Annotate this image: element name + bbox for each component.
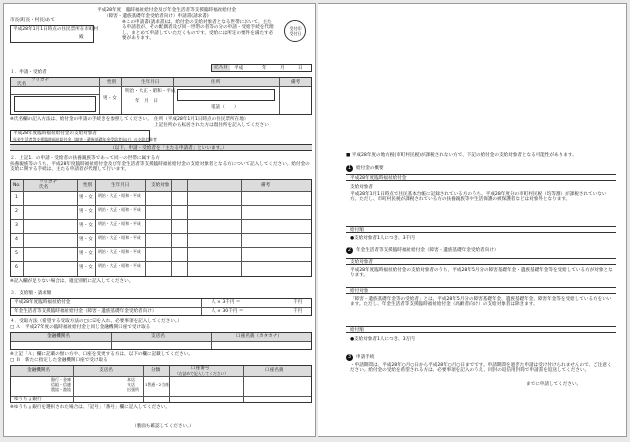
- deadline-text: までに申請してください。: [526, 382, 582, 387]
- change-note: 上記住所から転居された方は現住所を記入してください: [154, 123, 269, 128]
- member-gender-3[interactable]: 男・女: [79, 223, 93, 228]
- applicant-phone[interactable]: 電話（ ）: [211, 105, 239, 110]
- amount-row-2-formula[interactable]: 人 × 30千円 ＝: [211, 308, 244, 314]
- amount-row-1-unit: 千円: [293, 300, 303, 305]
- members-header-target: 支給対象: [151, 183, 170, 188]
- section-2-number: 2: [347, 247, 352, 253]
- date-label: 記入日: [214, 65, 228, 70]
- form-subtitle: （障害・遺族基礎年金受給者向け）申請書(請求書): [104, 14, 209, 19]
- date-month: 月: [280, 66, 285, 71]
- grant1-eligibility-label: 支給対象者: [350, 185, 373, 190]
- member-gender-2[interactable]: 男・女: [79, 209, 93, 214]
- member-no-6: 6: [15, 265, 18, 270]
- members-header-remarks: 備考: [261, 183, 271, 188]
- grant2-amount-label: 給付額: [350, 327, 364, 333]
- bank-table-a: [10, 332, 312, 350]
- grant1-amount-label: 給付額: [350, 227, 364, 233]
- member-no-2: 2: [15, 209, 18, 214]
- reference-bar: [10, 144, 312, 151]
- eligibility-row-2[interactable]: 年金生活者等支援臨時福祉給付金（障害・遺族基礎年金受給者向け）の支給対象者: [13, 136, 157, 142]
- grant1-eligibility-text: 平成28年1月1日時点で住民基本台帳に記録されている方のうち、平成28年度分の市町村民税（均等割）が課税されていない方。ただし、市町村民税が課税されている方の扶養親族等や生活保護の被保護者などは対象外となります。: [350, 192, 607, 203]
- grant1-title-bar: [346, 174, 616, 181]
- grant1-amount-bar: [346, 226, 616, 233]
- bank-b-header-type: 分類: [151, 368, 161, 373]
- members-table: [10, 179, 312, 277]
- date-day: 日: [298, 66, 303, 71]
- section3-heading: 申請手続: [356, 355, 375, 360]
- member-gender-4[interactable]: 男・女: [79, 237, 93, 242]
- procedure-text: ・申請期間は、平成28年○月○日から平成28年○月○日までです。申請期間を過ぎた申請は受け付けられませんので、ご注意ください。給付金の受給を希望される方は、必要事項を記入のうえ、同封の返信用封筒で申請書を返送してください。: [350, 363, 612, 374]
- applicant-header-gender: 性別: [107, 80, 117, 85]
- member-birth-4[interactable]: 明治・大正・昭和・平成: [98, 235, 141, 240]
- members-header-no: No.: [13, 183, 21, 188]
- members-header-birth: 生年月日: [111, 183, 130, 188]
- applicant-birth-ymd[interactable]: 年 月 日: [135, 99, 158, 104]
- eligibility-row-1[interactable]: 平成28年度臨時福祉給付金の支給対象者: [13, 131, 97, 136]
- members-header-kana: フリガナ: [39, 180, 58, 185]
- grant2-target-bar: [346, 287, 616, 294]
- grant2-target-label: 給付対象: [350, 288, 369, 294]
- member-gender-5[interactable]: 男・女: [79, 251, 93, 256]
- address-note: 住所（平成28年1月1日時点の住民票所在地）: [154, 117, 249, 122]
- option-note: ※上記「Ａ」欄に記載の無い方や、口座を変更する方は、以下の欄に記載してください。: [10, 352, 193, 357]
- application-form-page: [3, 3, 316, 437]
- section-1-number: 1: [347, 165, 352, 171]
- date-year: 年: [262, 66, 267, 71]
- amount-row-2-unit: 千円: [293, 308, 303, 314]
- members-note: ※記入欄が足りない場合は、適宜別紙に記入してください。: [10, 279, 134, 284]
- member-no-5: 5: [15, 251, 18, 256]
- section-3-number: 3: [347, 354, 352, 360]
- eligibility-box: [10, 130, 157, 142]
- recipient-label: 平成28年1月1日時点の住民票所在市町村: [13, 27, 99, 32]
- bank-type-3[interactable]: 農協・漁協: [51, 387, 71, 392]
- branch-type-1[interactable]: 本店: [127, 377, 135, 382]
- member-no-3: 3: [15, 223, 18, 228]
- amount-table: [10, 298, 312, 316]
- member-birth-1[interactable]: 明治・大正・昭和・平成: [98, 193, 141, 198]
- member-birth-3[interactable]: 明治・大正・昭和・平成: [98, 221, 141, 226]
- applicant-header-row: [11, 78, 311, 86]
- grant2-amount: ●支給対象者1人につき、3万円: [350, 337, 415, 342]
- grant2-eligibility-bar: [346, 258, 616, 265]
- confirm-backside: （裏面も確認してください。）: [132, 424, 195, 429]
- reference-bar-text: （以下、申請・受給者を「主たる申請者」といいます。）: [110, 145, 227, 151]
- reception-stamp: [284, 20, 306, 42]
- branch-type-3[interactable]: 出張所: [127, 387, 139, 392]
- grant1-amount: ●支給対象者1人につき、3千円: [350, 236, 415, 241]
- applicant-note: ※氏名欄の記入方法は、給付金の申請の手続きを参照してください。: [10, 117, 152, 122]
- amount-row-1-label: 平成28年度臨時福祉給付金: [14, 300, 71, 305]
- date-field[interactable]: [211, 64, 312, 72]
- section1-title: １．申請・受給者: [10, 70, 47, 75]
- grant2-target-text: 「障害・遺族基礎年金等の受給者」とは、平成28年5月分の障害基礎年金、遺族基礎年金、障害年金等を受給している方をいいます。ただし、年金生活者等支援臨時福祉給付金（高齢者向け）の支給対象者は除きます。: [350, 297, 612, 308]
- stamp-text: 受付印 受付日: [289, 26, 306, 36]
- member-no-1: 1: [15, 195, 18, 200]
- recipient-suffix: 殿: [79, 35, 84, 40]
- notice-text: ※この申請書(請求書)は、給付金の支給対象者となる世帯において、主たる申請者が、その配偶者及び同一世帯の者等の分の申請・受給手続を代理し、まとめて申請していただくものです。受給には所定の要件を満たす必要があります。: [122, 20, 274, 42]
- member-birth-6[interactable]: 明治・大正・昭和・平成: [98, 263, 141, 268]
- member-gender-1[interactable]: 男・女: [79, 195, 93, 200]
- bank-table-b: [10, 365, 312, 403]
- bank-b-header-branch: 支店名: [99, 368, 113, 373]
- applicant-address-input[interactable]: [177, 89, 275, 101]
- member-birth-5[interactable]: 明治・大正・昭和・平成: [98, 249, 141, 254]
- bank-b-header-name: 金融機関名: [27, 368, 50, 373]
- mayor-line: 市長(町長・村長)あて: [10, 18, 55, 23]
- grant2-title: 年金生活者等支援臨時福祉給付金（障害・遺族基礎年金受給者向け）: [356, 248, 499, 253]
- member-gender-6[interactable]: 男・女: [79, 265, 93, 270]
- applicant-name-input[interactable]: [14, 96, 96, 112]
- option-a-checkbox[interactable]: □ Ａ 平成27年度の臨時福祉給付金と同じ金融機関口座で受け取る: [10, 325, 151, 330]
- member-birth-2[interactable]: 明治・大正・昭和・平成: [98, 207, 141, 212]
- option-b-checkbox[interactable]: □ Ｂ 新たに指定した金融機関口座で受け取る: [10, 358, 108, 363]
- member-no-4: 4: [15, 237, 18, 242]
- members-header-name: 氏名: [39, 185, 49, 190]
- applicant-header-birth: 生年月日: [141, 80, 160, 85]
- grant2-eligibility-label: 支給対象者: [350, 259, 373, 265]
- applicant-table: [10, 77, 312, 115]
- bank-a-header-branch: 支店名: [151, 334, 165, 339]
- amount-row-2-label: 年金生活者等支援臨時福祉給付金（障害・遺族基礎年金受給者向け）: [14, 308, 157, 314]
- section2-title: ２．上記1．の申請・受給者の扶養親族等であって同一の世帯に属する方: [10, 156, 160, 161]
- members-header-gender: 性別: [83, 183, 93, 188]
- applicant-header-name: 氏名: [17, 82, 27, 87]
- recipient-box[interactable]: [10, 25, 99, 43]
- bank-type-2[interactable]: 信組・信連: [51, 382, 71, 387]
- section2-text: 扶養親族等のうち、平成28年度臨時福祉給付金及び年金生活者等支援臨時福祉給付金の支給対象者となる方について記入してください。給付金の支給に関する手続は、主たる申請者が代理して行います。: [10, 162, 310, 173]
- applicant-gender[interactable]: 男・女: [103, 96, 117, 101]
- post-bank-label: ゆうちょ銀行: [14, 397, 42, 402]
- intro-text: ■ 平成28年度の地方税(市町村民税)が課税されない方で、下記の給付金の支給対象者となる可能性があります。: [346, 153, 577, 158]
- section1-heading: 給付金の概要: [356, 166, 384, 171]
- bottom-note: ※ゆうちょ銀行を選択された場合は、「記号」「番号」欄に記入してください。: [10, 405, 171, 410]
- section3-title: ３．支給額・請求額: [10, 291, 52, 296]
- account-type[interactable]: 1普通・2当座: [145, 382, 169, 387]
- amount-row-1-formula[interactable]: 人 × 3千円 ＝: [211, 300, 241, 305]
- form-title: 平成28年度 臨時福祉給付金及び年金生活者等支援臨時福祉給付金: [97, 8, 237, 13]
- bank-b-header-holder: 口座名義: [265, 368, 284, 373]
- grant2-amount-bar: [346, 326, 616, 333]
- applicant-birth-era[interactable]: 明治・大正・昭和・平成: [125, 89, 176, 94]
- applicant-header-address: 住所: [211, 80, 221, 85]
- applicant-header-remarks: 備考: [291, 80, 301, 85]
- applicant-header-kana: フリガナ: [31, 78, 50, 83]
- information-page: [318, 3, 627, 437]
- bank-b-number-hint: （右詰めで記入してください）: [175, 371, 229, 376]
- bank-a-header-holder: 口座名義（カタカナ）: [236, 334, 282, 339]
- date-era: 平成: [234, 66, 244, 71]
- bank-a-header-name: 金融機関名: [47, 334, 70, 339]
- branch-type-2[interactable]: 支店: [127, 382, 135, 387]
- section4-title: ４．受取方法（希望する受取方法の□に☑を入れ、必要事項を記入してください。）: [10, 319, 182, 324]
- grant1-title: 平成28年度臨時福祉給付金: [350, 175, 407, 181]
- bank-type-1[interactable]: 銀行・金庫: [51, 377, 71, 382]
- grant2-eligibility-text: 平成28年度臨時福祉給付金の支給対象者のうち、平成28年5月分の障害基礎年金・遺族基礎年金等を受給している方が対象となります。: [350, 268, 613, 279]
- bank-b-header-number: 口座番号: [191, 366, 210, 371]
